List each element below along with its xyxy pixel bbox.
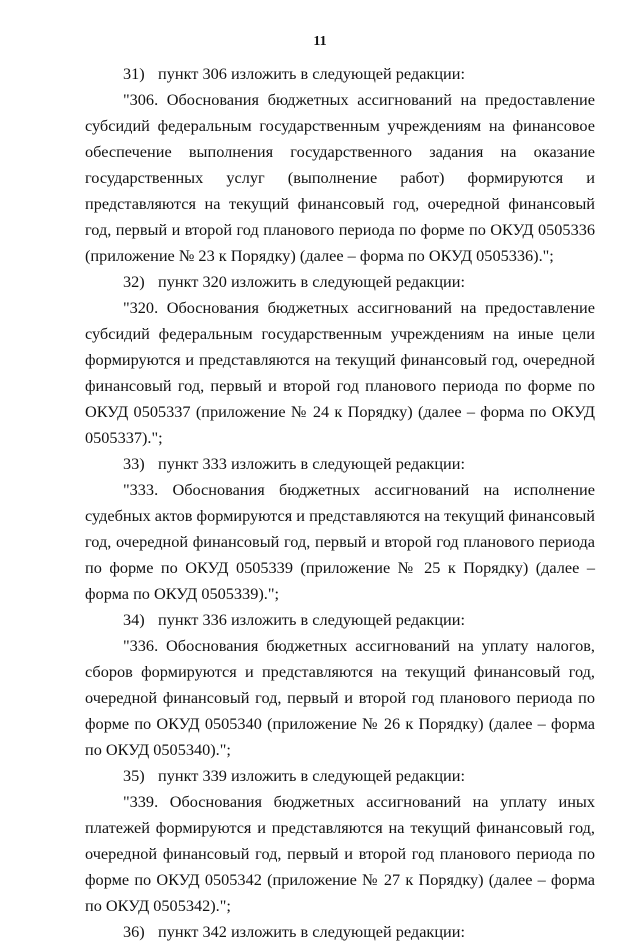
item-32-heading (85, 269, 595, 295)
page-number: 11 (313, 34, 327, 49)
item-33-heading (85, 451, 595, 477)
item-33-instruction: пункт 333 изложить в следующей редакции: (158, 454, 466, 473)
item-35-number: 35) (123, 766, 145, 785)
item-35-text: "339. Обоснования бюджетных ассигнований на уплату иных платежей формируются и представляются на текущий финансовый год, очередной финансовый год, первый и второй год планового периода по форме по ОКУД 0505342 (приложение № 27 к Порядку) (далее – форма по ОКУД 0505342)."; (85, 792, 595, 915)
item-31-number: 31) (123, 64, 145, 83)
item-35-heading (85, 763, 595, 789)
item-31-heading (85, 61, 595, 87)
item-33-text: "333. Обоснования бюджетных ассигнований на исполнение судебных актов формируются и представляются на текущий финансовый год, очередной финансовый год, первый и второй год планового периода по форме по ОКУД 0505339 (приложение № 25 к Порядку) (далее – форма по ОКУД 0505339)."; (85, 480, 595, 603)
item-32-text: "320. Обоснования бюджетных ассигнований на предоставление субсидий федеральным государственным учреждениям на иные цели формируются и представляются на текущий финансовый год, очередной финансовый год, первый и второй год планового периода по форме по ОКУД 0505337 (приложение № 24 к Порядку) (далее – форма по ОКУД 0505337)."; (85, 298, 595, 447)
item-36-number: 36) (123, 922, 145, 941)
item-32-instruction: пункт 320 изложить в следующей редакции: (158, 272, 466, 291)
item-31-instruction: пункт 306 изложить в следующей редакции: (158, 64, 466, 83)
item-34-heading (85, 607, 595, 633)
item-34-text: "336. Обоснования бюджетных ассигнований на уплату налогов, сборов формируются и представляются на текущий финансовый год, очередной финансовый год, первый и второй год планового периода по форме по ОКУД 0505340 (приложение № 26 к Порядку) (далее – форма по ОКУД 0505340)."; (85, 636, 595, 759)
item-34-instruction: пункт 336 изложить в следующей редакции: (158, 610, 466, 629)
item-32-number: 32) (123, 272, 145, 291)
document-body (85, 61, 595, 945)
item-36-instruction: пункт 342 изложить в следующей редакции: (158, 922, 466, 941)
item-35-instruction: пункт 339 изложить в следующей редакции: (158, 766, 466, 785)
item-33-number: 33) (123, 454, 145, 473)
item-34-number: 34) (123, 610, 145, 629)
item-31-text: "306. Обоснования бюджетных ассигнований на предоставление субсидий федеральным государственным учреждениям на финансовое обеспечение выполнения государственного задания на оказание государственных услуг (выполнение работ) формируются и представляются на текущий финансовый год, очередной финансовый год, первый и второй год планового периода по форме по ОКУД 0505336 (приложение № 23 к Порядку) (далее – форма по ОКУД 0505336)."; (85, 90, 595, 265)
item-36-heading (85, 919, 595, 945)
